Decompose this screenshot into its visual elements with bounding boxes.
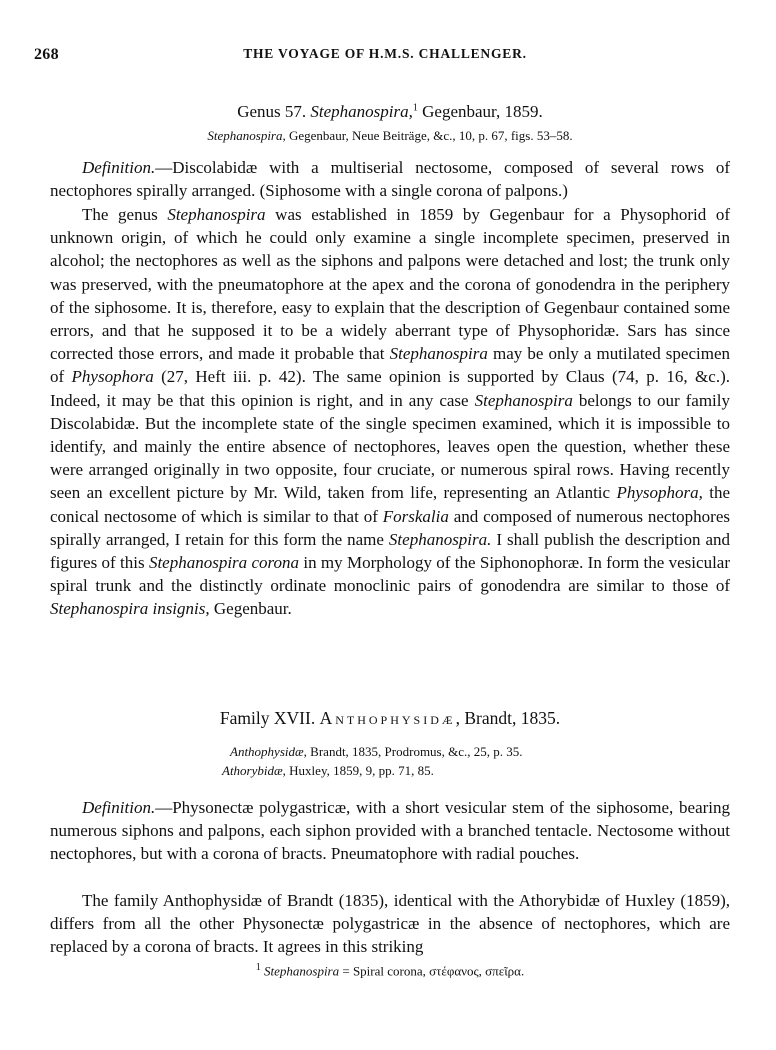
taxon-name: Stephanospira corona	[148, 553, 300, 573]
text-run: belongs to our family Discolabidæ. But the incomplete state of the single specimen examined, which it is impossible to identify, and mainly the entire absence of nectophores, leaves open the question, whether these were arranged originally in two opposite, four cruciate, or numerous spiral rows. Having recently seen an excellent picture by Mr. Wild, taken from life, representing an Atlantic	[50, 390, 730, 503]
genus-authority: Gegenbaur, 1859.	[417, 102, 543, 121]
taxon-name: Physophora,	[616, 483, 703, 503]
genus-definition	[50, 156, 730, 202]
taxon-name: Stephanospira	[474, 390, 573, 410]
text-run: the conical nectosome of which is similar to that of	[50, 483, 730, 526]
footnote	[40, 962, 740, 979]
genus-name: Stephanospira,	[310, 102, 413, 121]
ref-taxon: Athorybidæ	[222, 763, 283, 778]
text-run: Gegenbaur.	[209, 599, 292, 619]
footnote-text: = Spiral corona, στέφανος, σπεῖρα.	[339, 963, 525, 979]
family-name: Anthophysidæ	[319, 708, 456, 728]
genus-ref-citation: , Gegenbaur, Neue Beiträge, &c., 10, p. 67, figs. 53–58.	[282, 128, 573, 143]
family-reference-1	[230, 742, 690, 761]
paragraph-text: The family Anthophysidæ of Brandt (1835), identical with the Athorybidæ of Huxley (1859), differs from all the other Physonectæ polygastricæ in the absence of nectophores, which are replaced by a corona of bracts. It agrees in this striking	[50, 891, 730, 957]
taxon-name: Stephanospira	[389, 344, 488, 364]
footnote-term: Stephanospira	[264, 963, 340, 979]
genus-ref-name: Stephanospira	[207, 128, 283, 143]
taxon-name: Stephanospira insignis,	[50, 599, 210, 619]
text-run: I shall publish the description and figures of this	[50, 529, 730, 573]
text-run: (27, Heft iii. p. 42). The same opinion is supported by Claus (74, p. 16, &c.). Indeed, it may be that this opinion is right, and in any case	[50, 367, 730, 410]
taxon-name: Stephanospira	[167, 205, 266, 224]
taxon-name: Stephanospira.	[388, 529, 492, 549]
genus-reference	[50, 128, 730, 144]
footnote-marker[interactable]: 1	[412, 102, 418, 114]
family-heading	[50, 708, 730, 729]
genus-discussion	[50, 203, 730, 621]
text-run: and composed of numerous nectophores spirally arranged, I retain for this form the name	[50, 506, 730, 549]
ref-citation: , Brandt, 1835, Prodromus, &c., 25, p. 35.	[303, 744, 523, 759]
footnote-number: 1	[255, 962, 261, 973]
family-reference-2	[222, 761, 682, 780]
family-prefix: Family XVII.	[219, 708, 320, 728]
definition-label: Definition.	[82, 158, 156, 177]
family-definition	[50, 796, 730, 866]
definition-text: —Discolabidæ with a multiserial nectosome, composed of several rows of nectophores spirally arranged. (Siphosome with a single corona of palpons.)	[50, 158, 730, 201]
genus-prefix: Genus 57.	[237, 102, 307, 121]
running-title: THE VOYAGE OF H.M.S. CHALLENGER.	[243, 46, 527, 61]
definition-label: Definition.	[82, 798, 156, 817]
page-number: 268	[34, 46, 59, 63]
taxon-name: Forskalia	[382, 506, 449, 526]
text-run: in my Morphology of the Siphonophoræ. In form the vesicular spiral trunk and the distinctly ordinate monoclinic pairs of gonodendra are similar to those of	[50, 553, 730, 596]
ref-citation: , Huxley, 1859, 9, pp. 71, 85.	[282, 763, 434, 778]
taxon-name: Physophora	[71, 367, 154, 387]
text-run: The genus	[82, 205, 168, 224]
text-run: may be only a mutilated specimen of	[50, 344, 730, 387]
text-run: was established in 1859 by Gegenbaur for a Physophorid of unknown origin, of which he could only examine a single incomplete specimen, preserved in alcohol; the nectophores as well as the siphons and palpons were detached and lost; the trunk only was preserved, with the pneumatophore at the apex and the corona of gonodendra in the periphery of the siphosome. It is, therefore, easy to explain that the description of Gegenbaur contained some errors, and that he supposed it to be a widely aberrant type of Physophoridæ. Sars has since corrected those errors, and made it probable that	[50, 205, 730, 364]
definition-text: —Physonectæ polygastricæ, with a short vesicular stem of the siphosome, bearing numerous siphons and palpons, each siphon provided with a branched tentacle. Nectosome without nectophores, but with a corona of bracts. Pneumatophore with radial pouches.	[50, 798, 730, 864]
ref-taxon: Anthophysidæ	[230, 744, 304, 759]
family-authority: , Brandt, 1835.	[455, 708, 561, 728]
family-discussion	[50, 889, 730, 959]
genus-heading	[50, 102, 730, 122]
